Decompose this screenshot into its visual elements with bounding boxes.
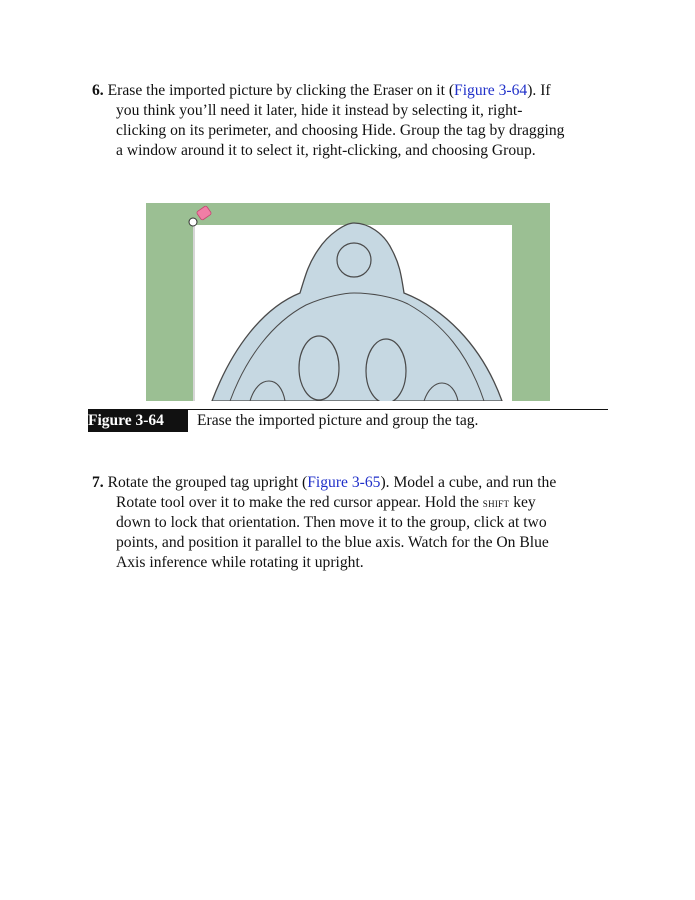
figure-caption: Erase the imported picture and group the tag. [197,412,479,429]
canvas-edge [193,225,195,401]
step-6-text: Erase the imported picture by clicking the Eraser on it ( [107,82,455,99]
figure-3-65-link[interactable]: Figure 3-65 [307,474,381,491]
step-7-text: Rotate the grouped tag upright ( [107,474,308,491]
step-7-paragraph [92,473,612,573]
figure-illustration [146,203,550,401]
step-7-line-2-text: Rotate tool over it to make the red cursor appear. Hold the [116,494,483,511]
step-6-text-after: ). If [527,82,551,99]
eraser-icon [189,205,212,226]
oval-hole-right [366,339,406,401]
step-6-line-1 [92,81,612,101]
tag-hole [337,243,371,277]
step-6-number: 6. [92,82,104,99]
step-7-line-2-after: key [509,494,536,511]
step-7-number: 7. [92,474,104,491]
step-7-line-3: down to lock that orientation. Then move it to the group, click at two [116,514,547,531]
step-7-line-5: Axis inference while rotating it upright. [116,554,364,571]
step-6-line-3: clicking on its perimeter, and choosing Hide. Group the tag by dragging [116,122,565,139]
step-6-line-4: a window around it to select it, right-clicking, and choosing Group. [116,142,536,159]
shift-key-label: shift [482,495,510,510]
step-7-line-2 [92,493,612,513]
step-7-line-4: points, and position it parallel to the blue axis. Watch for the On Blue [116,534,549,551]
step-7-text-after: ). Model a cube, and run the [380,474,557,491]
step-6-line-2: you think you’ll need it later, hide it instead by selecting it, right- [116,102,523,119]
step-7-line-1 [92,473,612,493]
oval-hole-left [299,336,339,400]
step-6-paragraph [92,81,612,161]
figure-3-64-image [146,203,550,401]
figure-label: Figure 3-64 [88,410,188,432]
figure-3-64-link[interactable]: Figure 3-64 [454,82,528,99]
